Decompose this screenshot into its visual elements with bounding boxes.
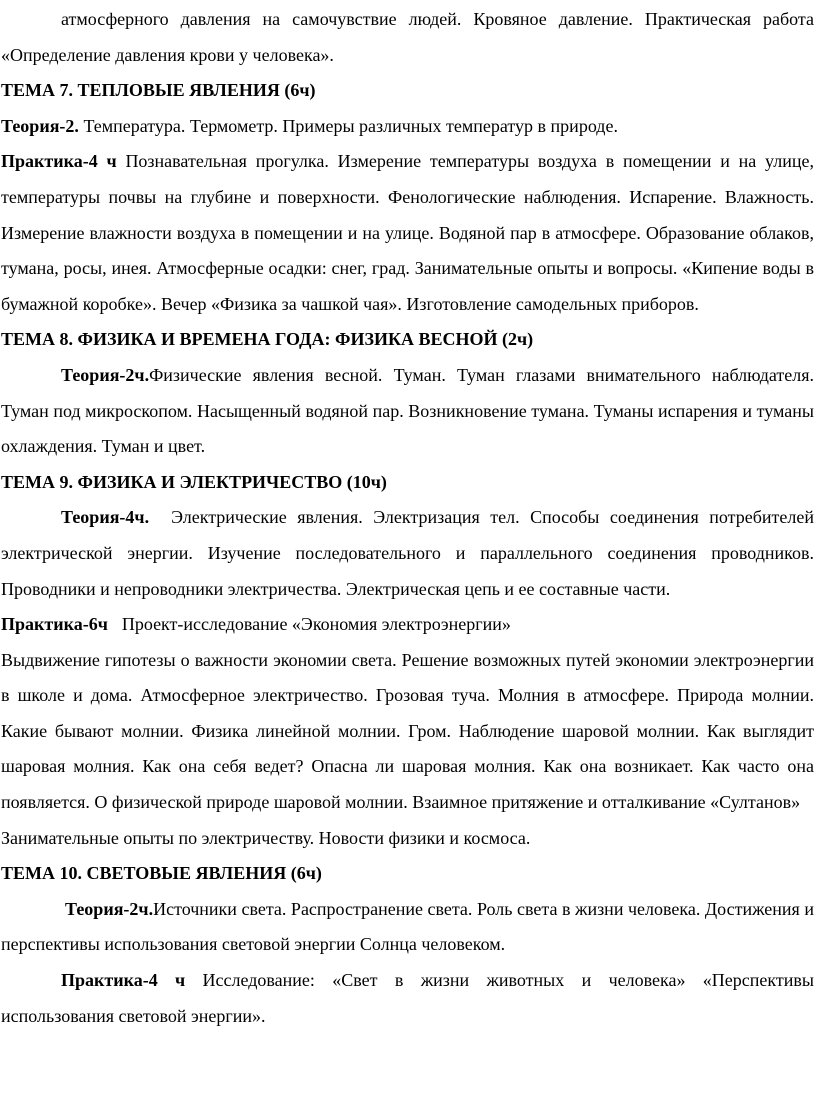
topic-9-heading: ТЕМА 9. ФИЗИКА И ЭЛЕКТРИЧЕСТВО (10ч) [1,471,387,492]
topic-9-practice [1,607,814,643]
experiments-text: Занимательные опыты по электричеству. Новости физики и космоса. [1,827,531,848]
body-text: Выдвижение гипотезы о важности экономии света. Решение возможных путей экономии электроэнергии в школе и дома. Атмосферное электричество. Грозовая туча. Молния в атмосфере. Природа молнии. Какие бывают молнии. Физика линейной молнии. Гром. Наблюдение шаровой молнии. Как выглядит шаровая молния. Как она себя ведет? Опасна ли шаровая молния. Как она возникает. Как часто она появляется. О физической природе шаровой молнии. Взаимное притяжение и отталкивание «Султанов» [1,649,814,813]
topic-7-practice [1,144,814,322]
topic-10-theory [1,892,814,963]
practice-text: Исследование: «Свет в жизни животных и человека» «Перспективы использования световой энергии». [1,970,815,1026]
theory-label: Теория-2ч. [61,364,150,385]
topic-8-heading: ТЕМА 8. ФИЗИКА И ВРЕМЕНА ГОДА: ФИЗИКА ВЕСНОЙ (2ч) [1,329,534,350]
theory-label: Теория-2ч. [65,898,154,919]
practice-text: Познавательная прогулка. Измерение температуры воздуха в помещении и на улице, температуры почвы на глубине и поверхности. Фенологические наблюдения. Испарение. Влажность. Измерение влажности воздуха в помещении и на улице. Водяной пар в атмосфере. Образование облаков, тумана, росы, инея. Атмосферные осадки: снег, град. Занимательные опыты и вопросы. «Кипение воды в бумажной коробке». Вечер «Физика за чашкой чая». Изготовление самодельных приборов. [1,151,814,314]
theory-text: Электрические явления. Электризация тел. Способы соединения потребителей электрической энергии. Изучение последовательного и параллельного соединения проводников. Проводники и непроводники электричества. Электрическая цепь и ее составные части. [1,507,814,599]
topic-9-theory [1,500,814,607]
theory-label: Теория-2. [1,115,79,136]
theory-text: Источники света. Распространение света. Роль света в жизни человека. Достижения и перспективы использования световой энергии Солнца человеком. [1,898,814,955]
theory-label: Теория-4ч. [61,507,150,528]
theory-text: Температура. Термометр. Примеры различных температур в природе. [83,115,618,136]
intro-text: атмосферного давления на самочувствие людей. Кровяное давление. Практическая работа «Определение давления крови у человека». [1,9,814,65]
topic-9-body [1,643,814,821]
practice-label: Практика-6ч [1,614,108,635]
practice-label: Практика-4 ч [1,151,117,172]
topic-9-experiments [1,821,814,857]
practice-text: Проект-исследование «Экономия электроэнергии» [121,614,511,635]
topic-8-theory [1,358,814,465]
theory-text: Физические явления весной. Туман. Туман глазами внимательного наблюдателя. Туман под микроскопом. Насыщенный водяной пар. Возникновение тумана. Туманы испарения и туманы охлаждения. Туман и цвет. [1,364,814,457]
topic-7-theory [1,109,814,145]
practice-label: Практика-4 ч [61,970,186,991]
topic-7-heading: ТЕМА 7. ТЕПЛОВЫЕ ЯВЛЕНИЯ (6ч) [1,80,316,101]
paragraph-intro [1,2,814,73]
topic-10-heading: ТЕМА 10. СВЕТОВЫЕ ЯВЛЕНИЯ (6ч) [1,863,322,884]
topic-10-practice [1,963,814,1034]
